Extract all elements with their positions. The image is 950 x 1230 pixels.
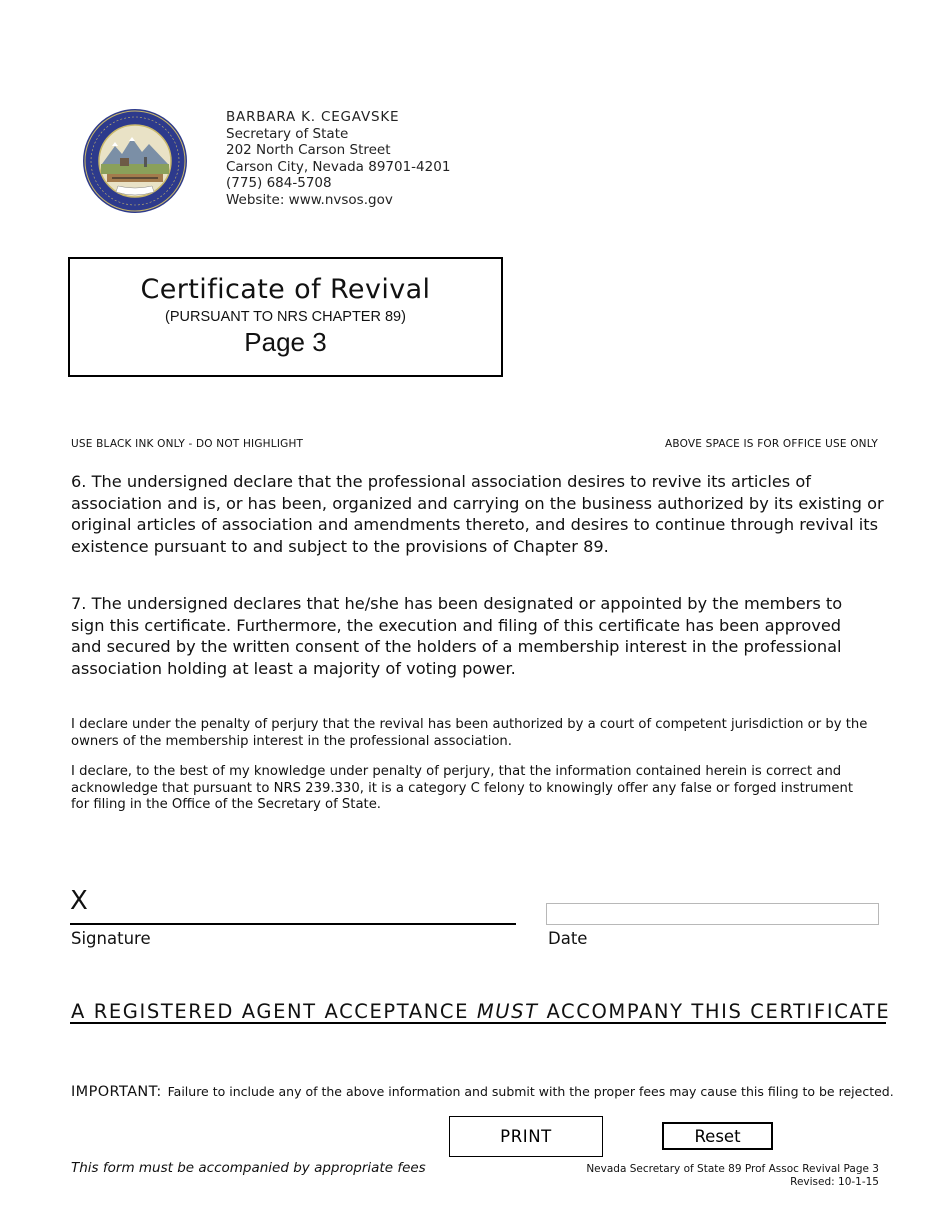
secretary-name: BARBARA K. CEGAVSKE: [226, 109, 400, 125]
signature-x-mark: X: [70, 886, 88, 916]
reset-button[interactable]: Reset: [662, 1122, 773, 1150]
article-6-paragraph: 6. The undersigned declare that the professional association desires to revive its articles of association and is, or has been, organized and carrying on the business authorized by its existing or original articles of association and amendments thereto, and desires to continue through revival its existence pursuant to and subject to the provisions of Chapter 89.: [71, 472, 884, 556]
important-notice: [71, 1081, 894, 1100]
agent-notice-underline: [70, 1022, 886, 1024]
important-label: IMPORTANT:: [71, 1084, 162, 1100]
secretary-title: Secretary of State: [226, 125, 349, 142]
form-name: Nevada Secretary of State 89 Prof Assoc Revival Page 3: [586, 1163, 879, 1175]
title-box: [68, 257, 503, 377]
office-website: Website: www.nvsos.gov: [226, 191, 393, 208]
perjury-declaration: I declare under the penalty of perjury that the revival has been authorized by a court of competent jurisdiction or by the owners of the membership interest in the professional association.: [71, 717, 868, 749]
form-page-number: Page 3: [244, 327, 327, 357]
print-button[interactable]: PRINT: [449, 1116, 603, 1157]
letterhead: [226, 109, 450, 208]
form-title: Certificate of Revival: [140, 274, 431, 305]
ink-instruction: USE BLACK INK ONLY - DO NOT HIGHLIGHT: [71, 438, 304, 450]
agent-notice-before: A REGISTERED AGENT ACCEPTANCE: [71, 1000, 477, 1023]
office-city: Carson City, Nevada 89701-4201: [226, 158, 451, 175]
agent-notice-after: ACCOMPANY THIS CERTIFICATE: [538, 1000, 891, 1023]
revision-date: Revised: 10-1-15: [790, 1176, 879, 1188]
article-7-paragraph: 7. The undersigned declares that he/she has been designated or appointed by the members to sign this certificate. Furthermore, the execution and filing of this certificate has been approved and secured by the written consent of the holders of a membership interest in the professional association holding at least a majority of voting power.: [71, 594, 843, 678]
agent-notice-emphasis: MUST: [476, 1000, 539, 1023]
form-footer: [586, 1163, 879, 1189]
fees-note: This form must be accompanied by appropriate fees: [71, 1160, 426, 1176]
form-subtitle: (PURSUANT TO NRS CHAPTER 89): [165, 309, 406, 325]
office-use-note: ABOVE SPACE IS FOR OFFICE USE ONLY: [665, 438, 878, 450]
knowledge-declaration: I declare, to the best of my knowledge under penalty of perjury, that the information contained herein is correct and acknowledge that pursuant to NRS 239.330, it is a category C felony to knowingly offer any false or forged instrument for filing in the Office of the Secretary of State.: [71, 764, 854, 812]
office-street: 202 North Carson Street: [226, 142, 391, 158]
date-label: Date: [548, 929, 588, 948]
office-phone: (775) 684-5708: [226, 175, 332, 191]
nevada-state-seal-icon: [82, 108, 188, 214]
important-text: Failure to include any of the above information and submit with the proper fees may cause this filing to be rejected.: [167, 1084, 894, 1099]
signature-line[interactable]: [70, 923, 516, 925]
signature-label: Signature: [71, 929, 151, 948]
date-field[interactable]: [546, 903, 879, 925]
registered-agent-notice: [71, 1000, 890, 1023]
